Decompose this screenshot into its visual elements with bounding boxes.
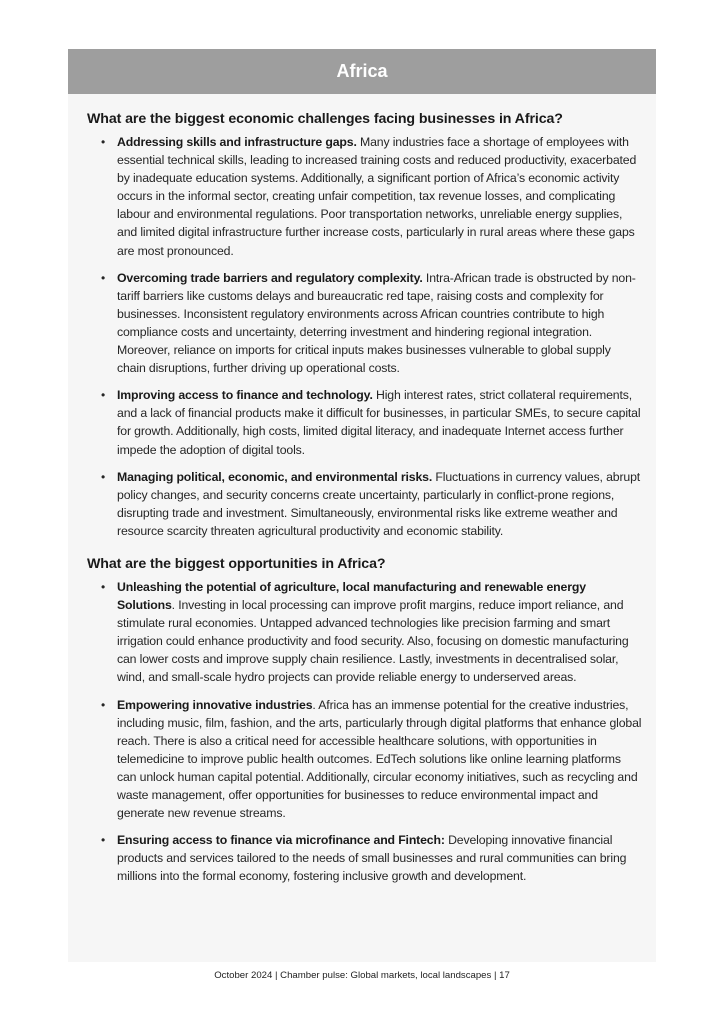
panel-title: Africa <box>68 49 656 94</box>
item-body: . Africa has an immense potential for the creative industries, including music, film, fashion, and the arts, particularly through digital platforms that enhance global reach. There is also a critical need for accessible healthcare solutions, with opportunities in telemedicine to improve public health outcomes. EdTech solutions like online learning platforms can unlock human capital potential. Additionally, circular economy initiatives, such as recycling and waste management, offer opportunities for businesses to reduce environmental impact and generate new revenue streams. <box>117 697 642 821</box>
item-title: Overcoming trade barriers and regulatory complexity. <box>117 270 423 285</box>
bullet-icon: • <box>101 135 106 149</box>
bullet-icon: • <box>101 579 106 594</box>
item-body: Fluctuations in currency values, abrupt policy changes, and security concerns create uncertainty, particularly in conflict-prone regions, disrupting trade and investment. Simultaneously, environmental risks like extreme weather and resource scarcity threaten agricultural productivity and economic stability. <box>117 469 641 538</box>
item-body: Intra-African trade is obstructed by non-tariff barriers like customs delays and bureaucratic red tape, raising costs and complexity for businesses. Inconsistent regulatory environments across African countries contribute to high compliance costs and uncertainty, deterring investment and hindering regional integration. Moreover, reliance on imports for critical inputs makes businesses vulnerable to global supply chain disruptions, further driving up operational costs. <box>117 270 636 376</box>
challenges-heading: What are the biggest economic challenges facing businesses in Africa? <box>87 111 563 127</box>
list-item <box>101 831 656 885</box>
bullet-icon: • <box>101 833 106 848</box>
item-title: Addressing skills and infrastructure gaps. <box>117 135 357 149</box>
list-item <box>101 578 656 687</box>
item-title: Empowering innovative industries <box>117 697 313 712</box>
bullet-icon: • <box>101 469 106 484</box>
bullet-icon: • <box>101 388 106 403</box>
list-item <box>101 386 656 458</box>
item-body: . Investing in local processing can improve profit margins, reduce import reliance, and stimulate rural economies. Untapped advanced technologies like precision farming and smart irrigation could enhance productivity and food security. Also, focusing on domestic manufacturing can lower costs and improve supply chain resilience. Lastly, investments in decentralised solar, wind, and small-scale hydro projects can provide reliable energy to underserved areas. <box>117 598 629 685</box>
bullet-icon: • <box>101 697 106 712</box>
list-item <box>101 133 656 260</box>
item-title: Unleashing the potential of agriculture, local manufacturing and renewable energy Solutions <box>117 579 586 613</box>
item-title: Managing political, economic, and environmental risks. <box>117 469 433 484</box>
list-item <box>101 269 656 378</box>
africa-panel <box>68 49 656 962</box>
list-item <box>101 696 656 823</box>
item-body: Developing innovative financial products and services tailored to the needs of small businesses and rural communities can bring millions into the formal economy, fostering inclusive growth and development. <box>117 833 627 884</box>
item-title: Ensuring access to finance via microfinance and Fintech: <box>117 833 445 848</box>
item-title: Improving access to finance and technology. <box>117 388 373 403</box>
opportunities-heading: What are the biggest opportunities in Africa? <box>87 555 386 572</box>
bullet-icon: • <box>101 270 106 285</box>
page-footer: October 2024 | Chamber pulse: Global markets, local landscapes | 17 <box>214 970 510 981</box>
opportunities-list <box>68 578 656 886</box>
challenges-list <box>68 133 656 540</box>
list-item <box>101 468 656 540</box>
item-body: High interest rates, strict collateral requirements, and a lack of financial products make it difficult for businesses, in particular SMEs, to secure capital for growth. Additionally, high costs, limited digital literacy, and inadequate Internet access further impede the adoption of digital tools. <box>117 388 641 457</box>
item-body: Many industries face a shortage of employees with essential technical skills, leading to increased training costs and reduced productivity, exacerbated by inadequate education systems. Additionally, a significant portion of Africa’s economic activity occurs in the informal sector, creating unfair competition, tax revenue losses, and complicating labour and environmental regulations. Poor transportation networks, unreliable energy supplies, and limited digital infrastructure further increase costs, particularly in rural areas where these gaps are most pronounced. <box>117 135 637 258</box>
